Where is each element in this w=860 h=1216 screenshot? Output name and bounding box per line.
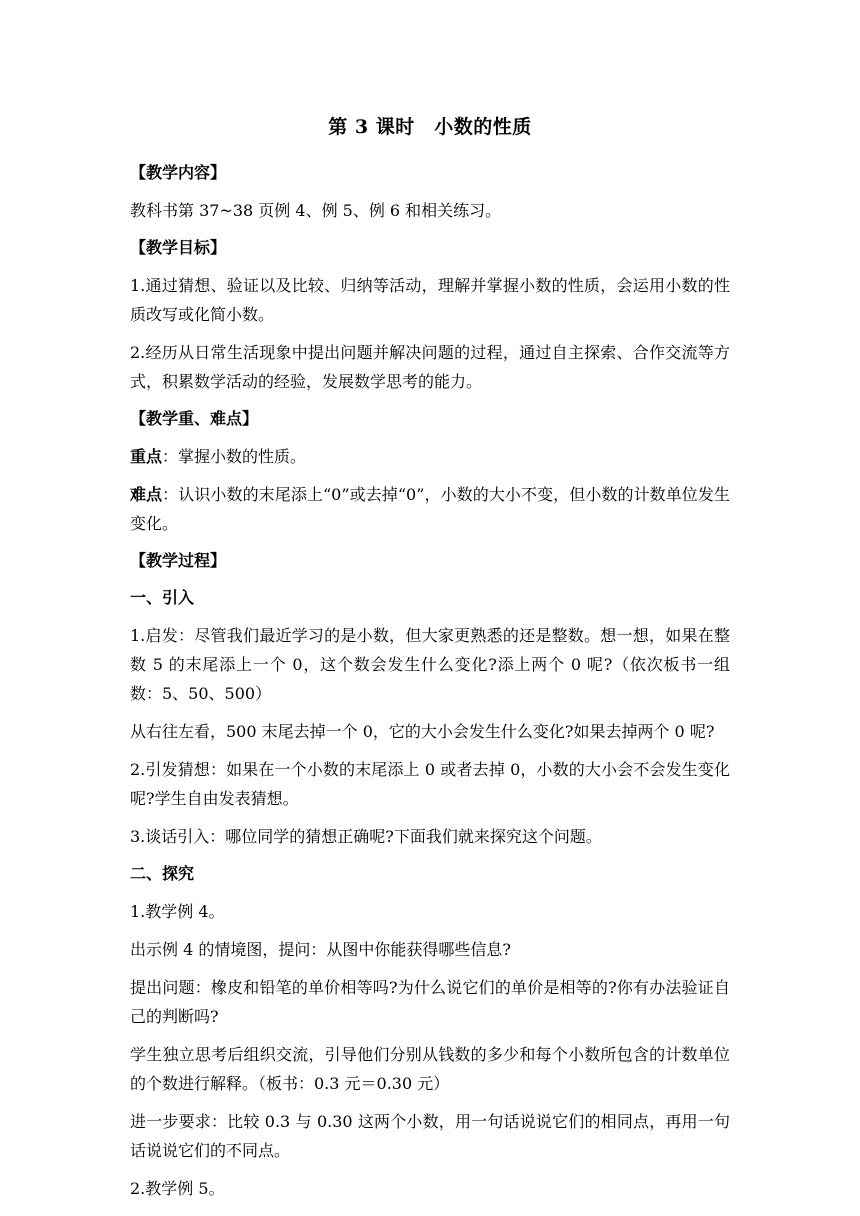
keypoint-paragraph <box>130 442 730 471</box>
keypoint-label: 重点 <box>130 447 163 466</box>
explore-paragraph-1d: 进一步要求：比较 0.3 与 0.30 这两个小数，用一句话说说它们的相同点，再用一句话说说它们的不同点。 <box>130 1112 730 1160</box>
explore-paragraph-1c: 学生独立思考后组织交流，引导他们分别从钱数的多少和每个小数所包含的计数单位的个数进行解释。（板书：0.3 元＝0.30 元） <box>130 1045 730 1093</box>
section-heading-keypoints: 【教学重、难点】 <box>130 409 259 428</box>
difficulty-text: ：认识小数的末尾添上“0”或去掉“0”，小数的大小不变，但小数的计数单位发生变化。 <box>130 485 730 533</box>
part-heading-explore: 二、探究 <box>130 864 195 883</box>
section-heading-content: 【教学内容】 <box>130 163 227 182</box>
intro-paragraph-2: 2.引发猜想：如果在一个小数的末尾添上 0 或者去掉 0，小数的大小会不会发生变化呢?学生自由发表猜想。 <box>130 760 730 808</box>
section-heading-process: 【教学过程】 <box>130 551 227 570</box>
part-heading-intro: 一、引入 <box>130 588 195 607</box>
document-body <box>130 112 730 1212</box>
content-paragraph: 教科书第 37~38 页例 4、例 5、例 6 和相关练习。 <box>130 201 502 220</box>
goal-paragraph-1: 1.通过猜想、验证以及比较、归纳等活动，理解并掌握小数的性质，会运用小数的性质改写或化简小数。 <box>130 276 730 324</box>
keypoint-text: ：掌握小数的性质。 <box>162 447 307 466</box>
goal-paragraph-2: 2.经历从日常生活现象中提出问题并解决问题的过程，通过自主探索、合作交流等方式，积累数学活动的经验，发展数学思考的能力。 <box>130 343 730 391</box>
intro-paragraph-1b: 从右往左看，500 末尾去掉一个 0，它的大小会发生什么变化?如果去掉两个 0 呢? <box>130 722 715 741</box>
difficulty-paragraph <box>130 480 730 538</box>
intro-paragraph-3: 3.谈话引入：哪位同学的猜想正确呢?下面我们就来探究这个问题。 <box>130 827 602 846</box>
intro-paragraph-1: 1.启发：尽管我们最近学习的是小数，但大家更熟悉的还是整数。想一想，如果在整数 5 的末尾添上一个 0，这个数会发生什么变化?添上两个 0 呢?（依次板书一组数：5、50、500） <box>130 626 730 703</box>
explore-paragraph-1b: 提出问题：橡皮和铅笔的单价相等吗?为什么说它们的单价是相等的?你有办法验证自己的判断吗? <box>130 978 730 1026</box>
lesson-title: 第 3 课时 小数的性质 <box>328 116 532 138</box>
explore-paragraph-2: 2.教学例 5。 <box>130 1179 225 1198</box>
explore-paragraph-1a: 出示例 4 的情境图，提问：从图中你能获得哪些信息? <box>130 940 511 959</box>
explore-paragraph-1: 1.教学例 4。 <box>130 902 225 921</box>
difficulty-label: 难点 <box>130 485 163 504</box>
section-heading-goals: 【教学目标】 <box>130 238 227 257</box>
